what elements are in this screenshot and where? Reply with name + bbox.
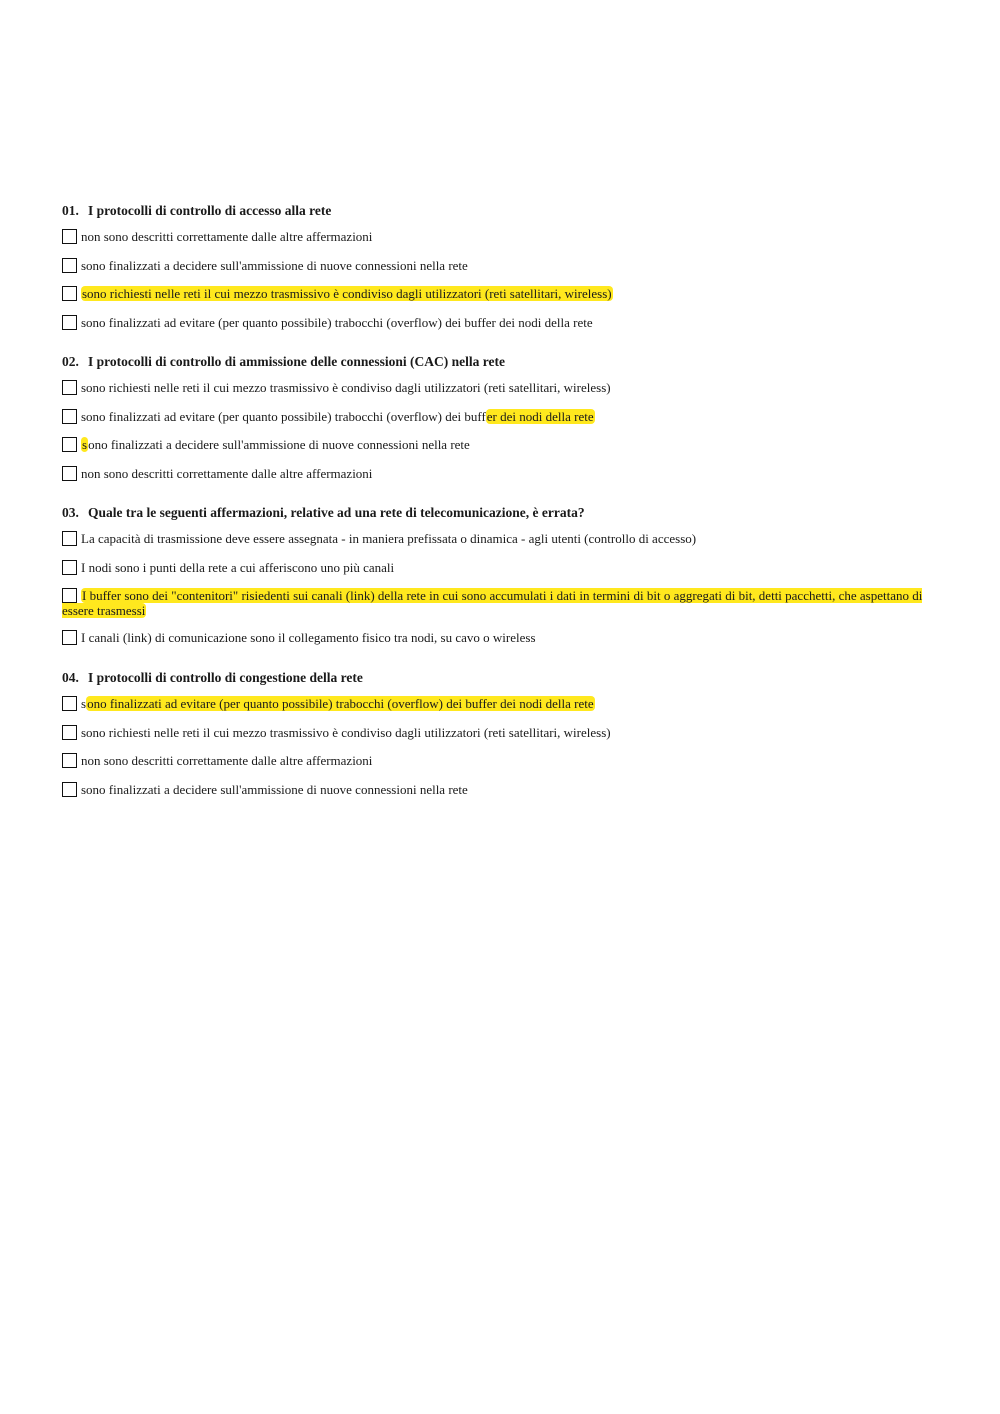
- checkbox[interactable]: [62, 466, 77, 481]
- answer-option[interactable]: [62, 466, 942, 483]
- question-text: I protocolli di controllo di ammissione delle connessioni (CAC) nella rete: [88, 354, 505, 369]
- question-03: [62, 504, 942, 658]
- question-title: [62, 669, 942, 687]
- option-text: I nodi sono i punti della rete a cui afferiscono uno più canali: [81, 559, 395, 575]
- question-number: 04.: [62, 670, 79, 685]
- answer-option-highlighted[interactable]: [62, 588, 932, 618]
- question-01: [62, 202, 942, 343]
- question-title: [62, 504, 942, 522]
- checkbox[interactable]: [62, 315, 77, 330]
- option-text: ono finalizzati a decidere sull'ammissione di nuove connessioni nella rete: [88, 437, 470, 452]
- option-text: sono finalizzati a decidere sull'ammissione di nuove connessioni nella rete: [81, 257, 468, 273]
- question-02: [62, 353, 942, 494]
- checkbox[interactable]: [62, 782, 77, 797]
- option-text: sono finalizzati ad evitare (per quanto possibile) trabocchi (overflow) dei buff: [81, 408, 486, 424]
- answer-option[interactable]: [62, 315, 942, 332]
- option-text-highlighted: ono finalizzati ad evitare (per quanto possibile) trabocchi (overflow) dei buffer dei nodi della rete: [87, 696, 594, 711]
- checkbox[interactable]: [62, 560, 77, 575]
- option-text: sono finalizzati ad evitare (per quanto possibile) trabocchi (overflow) dei buffer dei nodi della rete: [81, 314, 593, 330]
- checkbox[interactable]: [62, 588, 77, 603]
- option-text: sono richiesti nelle reti il cui mezzo trasmissivo è condiviso dagli utilizzatori (reti satellitari, wireless): [81, 380, 611, 395]
- answer-option[interactable]: [62, 258, 942, 275]
- answer-option[interactable]: [62, 229, 942, 246]
- answer-option[interactable]: [62, 380, 942, 397]
- question-text: I protocolli di controllo di congestione della rete: [88, 670, 363, 685]
- answer-option[interactable]: [62, 725, 942, 742]
- option-text-highlighted: er dei nodi della rete: [486, 408, 594, 424]
- answer-option[interactable]: [62, 409, 942, 426]
- question-number: 03.: [62, 505, 79, 520]
- option-text: La capacità di trasmissione deve essere assegnata - in maniera prefissata o dinamica - agli utenti (controllo di accesso): [81, 531, 697, 546]
- checkbox[interactable]: [62, 229, 77, 244]
- question-title: [62, 353, 942, 371]
- question-text: Quale tra le seguenti affermazioni, relative ad una rete di telecomunicazione, è errata?: [88, 505, 585, 520]
- question-number: 02.: [62, 354, 79, 369]
- question-title: [62, 202, 942, 220]
- checkbox[interactable]: [62, 286, 77, 301]
- checkbox[interactable]: [62, 437, 77, 452]
- checkbox[interactable]: [62, 409, 77, 424]
- option-text: non sono descritti correttamente dalle altre affermazioni: [81, 229, 373, 244]
- option-text-highlighted: I buffer sono dei "contenitori" risiedenti sui canali (link) della rete in cui sono accumulati i dati in termini di bit o aggregati di bit, detti pacchetti, che aspettano di essere trasmessi: [62, 588, 923, 618]
- checkbox[interactable]: [62, 531, 77, 546]
- checkbox[interactable]: [62, 630, 77, 645]
- question-text: I protocolli di controllo di accesso alla rete: [88, 203, 332, 218]
- option-text: sono richiesti nelle reti il cui mezzo trasmissivo è condiviso dagli utilizzatori (reti satellitari, wireless): [81, 724, 611, 740]
- checkbox[interactable]: [62, 380, 77, 395]
- checkbox[interactable]: [62, 725, 77, 740]
- option-text: non sono descritti correttamente dalle altre affermazioni: [81, 465, 373, 481]
- option-text: I canali (link) di comunicazione sono il collegamento fisico tra nodi, su cavo o wireless: [81, 629, 536, 645]
- question-number: 01.: [62, 203, 79, 218]
- answer-option-highlighted[interactable]: [62, 286, 942, 303]
- answer-option[interactable]: [62, 437, 942, 454]
- answer-option[interactable]: [62, 782, 942, 799]
- answer-option[interactable]: [62, 753, 942, 770]
- answer-option[interactable]: [62, 696, 942, 713]
- option-text-highlighted: sono richiesti nelle reti il cui mezzo trasmissivo è condiviso dagli utilizzatori (reti satellitari, wireless): [82, 286, 612, 301]
- option-text: s: [81, 696, 87, 711]
- answer-option[interactable]: [62, 560, 942, 577]
- answer-option[interactable]: [62, 630, 942, 647]
- option-text: sono finalizzati a decidere sull'ammissione di nuove connessioni nella rete: [81, 781, 468, 797]
- question-04: [62, 669, 942, 810]
- checkbox[interactable]: [62, 258, 77, 273]
- answer-option[interactable]: [62, 531, 942, 548]
- checkbox[interactable]: [62, 753, 77, 768]
- option-text: non sono descritti correttamente dalle altre affermazioni: [81, 753, 373, 768]
- checkbox[interactable]: [62, 696, 77, 711]
- option-text-highlighted: s: [82, 437, 88, 452]
